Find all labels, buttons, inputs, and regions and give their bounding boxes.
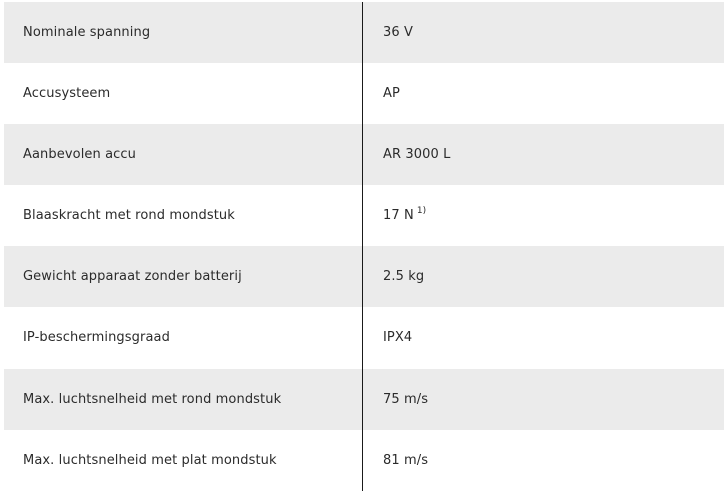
spec-row <box>4 2 724 63</box>
spec-label: Blaaskracht met rond mondstuk <box>23 208 235 223</box>
spec-value: 2.5 kg <box>383 269 425 284</box>
spec-row <box>4 246 724 307</box>
spec-label: Max. luchtsnelheid met rond mondstuk <box>23 392 282 407</box>
spec-label: Aanbevolen accu <box>23 147 136 162</box>
spec-value: AR 3000 L <box>383 147 451 162</box>
spec-label: Max. luchtsnelheid met plat mondstuk <box>23 453 277 468</box>
spec-value-with-footnote <box>383 208 426 223</box>
footnote-marker: 1) <box>416 206 427 216</box>
spec-row <box>4 63 724 124</box>
spec-row <box>4 124 724 185</box>
spec-row <box>4 369 724 430</box>
spec-label: Accusysteem <box>23 86 111 101</box>
spec-label: IP-beschermingsgraad <box>23 330 170 345</box>
spec-value: 75 m/s <box>383 392 429 407</box>
spec-row <box>4 307 724 368</box>
spec-label: Nominale spanning <box>23 25 151 40</box>
spec-value: AP <box>383 86 400 101</box>
spec-value: IPX4 <box>383 330 413 345</box>
spec-label: Gewicht apparaat zonder batterij <box>23 269 242 284</box>
spec-value-text: 17 N <box>383 208 414 223</box>
spec-row <box>4 185 724 246</box>
column-divider <box>362 2 363 491</box>
spec-value: 81 m/s <box>383 453 429 468</box>
spec-row <box>4 430 724 491</box>
spec-value: 36 V <box>383 25 413 40</box>
